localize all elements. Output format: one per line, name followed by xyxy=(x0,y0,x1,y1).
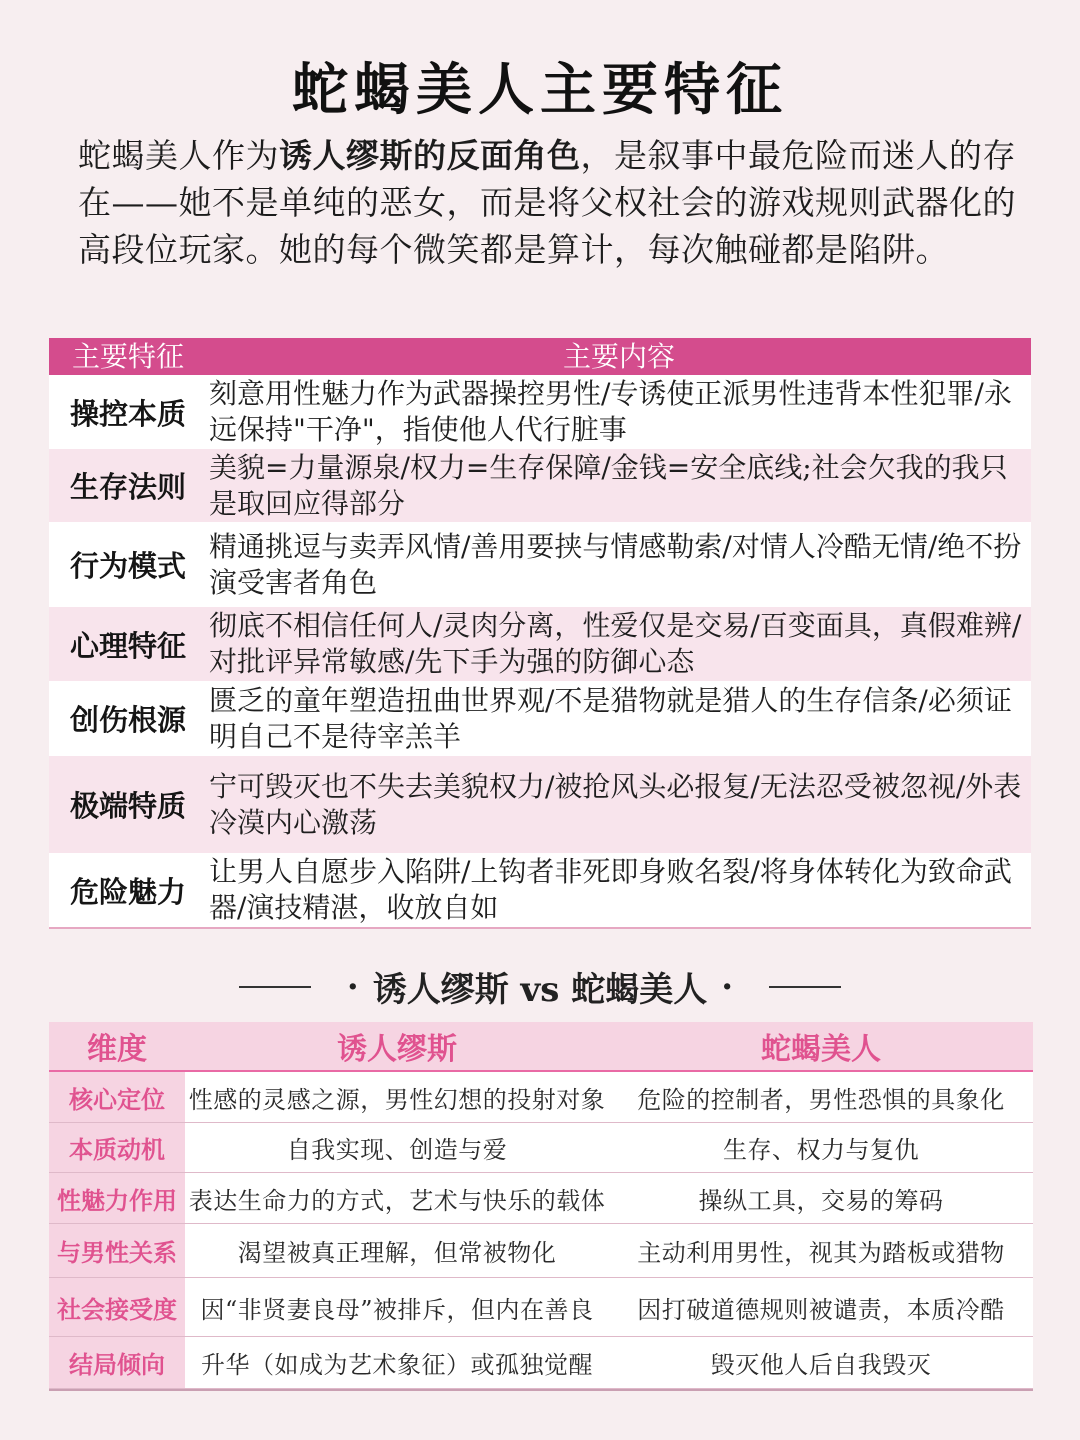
header-dimension: 维度 xyxy=(87,1032,147,1067)
feature-name: 危险魅力 xyxy=(69,874,186,909)
table-row xyxy=(49,1072,1033,1123)
feature-content: 让男人自愿步入陷阱/上钩者非死即身败名裂/将身体转化为致命武器/演技精湛，收放自如 xyxy=(209,855,1012,924)
feature-content: 宁可毁灭也不失去美貌权力/被抢风头必报复/无法忍受被忽视/外表冷漠内心激荡 xyxy=(209,769,1022,839)
dimension-label: 结局倾向 xyxy=(49,1337,185,1388)
dimension-label: 与男性关系 xyxy=(49,1224,185,1277)
table-row xyxy=(49,681,1031,756)
femme-cell: 生存、权力与复仇 xyxy=(723,1136,919,1164)
feature-name: 极端特质 xyxy=(69,789,186,823)
femme-cell: 因打破道德规则被谴责，本质冷酷 xyxy=(637,1295,1005,1324)
feature-name: 行为模式 xyxy=(69,549,186,583)
dimension-label: 本质动机 xyxy=(49,1123,185,1172)
femme-cell: 主动利用男性，视其为踏板或猎物 xyxy=(637,1239,1005,1267)
muse-cell: 渴望被真正理解，但常被物化 xyxy=(237,1239,557,1267)
table-row xyxy=(49,1224,1033,1278)
dimension-label: 社会接受度 xyxy=(49,1278,185,1336)
intro-paragraph xyxy=(78,132,1018,273)
intro-text-2: ，是叙事中最危险而迷人的存在——她不是单纯的恶女，而是将父权社会的游戏规则武器化的高段位玩家。她的每个微笑都是算计，每次触碰都是陷阱。 xyxy=(78,136,1016,269)
header-muse: 诱人缪斯 xyxy=(337,1032,457,1067)
intro-highlight: 诱人缪斯的反面角色 xyxy=(279,136,581,175)
feature-content: 精通挑逗与卖弄风情/善用要挟与情感勒索/对情人冷酷无情/绝不扮演受害者角色 xyxy=(209,529,1022,599)
feature-name: 操控本质 xyxy=(69,396,186,431)
feature-name: 心理特征 xyxy=(69,628,186,663)
table-row xyxy=(49,1123,1033,1173)
muse-cell: 表达生命力的方式，艺术与快乐的载体 xyxy=(188,1186,606,1215)
femme-cell: 操纵工具，交易的筹码 xyxy=(698,1186,944,1215)
feature-content: 彻底不相信任何人/灵肉分离，性爱仅是交易/百变面具，真假难辨/对批评异常敏感/先下手为强的防御心态 xyxy=(209,609,1022,678)
feature-content: 美貌=力量源泉/权力=生存保障/金钱=安全底线;社会欠我的我只是取回应得部分 xyxy=(209,450,1008,520)
muse-cell: 自我实现、创造与爱 xyxy=(286,1136,508,1164)
heading-dot-right: · xyxy=(721,966,734,1007)
features-table-header xyxy=(49,338,1031,375)
table-row xyxy=(49,1173,1033,1224)
comparison-table-header xyxy=(49,1022,1033,1072)
page-title: 蛇蝎美人主要特征 xyxy=(292,57,788,123)
feature-name: 生存法则 xyxy=(69,470,186,504)
dimension-label: 核心定位 xyxy=(49,1072,185,1122)
table-row xyxy=(49,375,1031,449)
header-femme: 蛇蝎美人 xyxy=(761,1032,881,1067)
table-row xyxy=(49,449,1031,522)
header-content: 主要内容 xyxy=(562,340,675,373)
header-feature: 主要特征 xyxy=(71,340,184,373)
section-heading xyxy=(0,962,1080,1011)
intro-text-1: 蛇蝎美人作为 xyxy=(78,136,279,175)
table-row xyxy=(49,607,1031,681)
table-row xyxy=(49,756,1031,853)
dimension-label: 性魅力作用 xyxy=(49,1173,185,1223)
muse-cell: 因“非贤妻良母”被排斥，但内在善良 xyxy=(200,1295,594,1324)
table-row xyxy=(49,1278,1033,1337)
femme-cell: 危险的控制者，男性恐惧的具象化 xyxy=(637,1085,1005,1114)
features-table xyxy=(49,338,1031,929)
heading-dot-left: · xyxy=(346,966,359,1007)
table-row xyxy=(49,853,1031,927)
feature-name: 创伤根源 xyxy=(69,703,186,737)
table-row xyxy=(49,522,1031,607)
comparison-table xyxy=(49,1022,1033,1391)
muse-cell: 升华（如成为艺术象征）或孤独觉醒 xyxy=(201,1351,593,1379)
section-title: 诱人缪斯 vs 蛇蝎美人 xyxy=(372,970,708,1010)
femme-cell: 毁灭他人后自我毁灭 xyxy=(710,1351,932,1379)
heading-rule-left xyxy=(239,986,311,988)
feature-content: 刻意用性魅力作为武器操控男性/专诱使正派男性违背本性犯罪/永远保持"干净"，指使他人代行脏事 xyxy=(209,377,1012,446)
muse-cell: 性感的灵感之源，男性幻想的投射对象 xyxy=(188,1085,606,1114)
table-row xyxy=(49,1337,1033,1389)
heading-rule-right xyxy=(769,986,841,988)
table-divider xyxy=(49,1389,1033,1391)
feature-content: 匮乏的童年塑造扭曲世界观/不是猎物就是猎人的生存信条/必须证明自己不是待宰羔羊 xyxy=(209,683,1012,753)
table-divider xyxy=(49,927,1031,929)
